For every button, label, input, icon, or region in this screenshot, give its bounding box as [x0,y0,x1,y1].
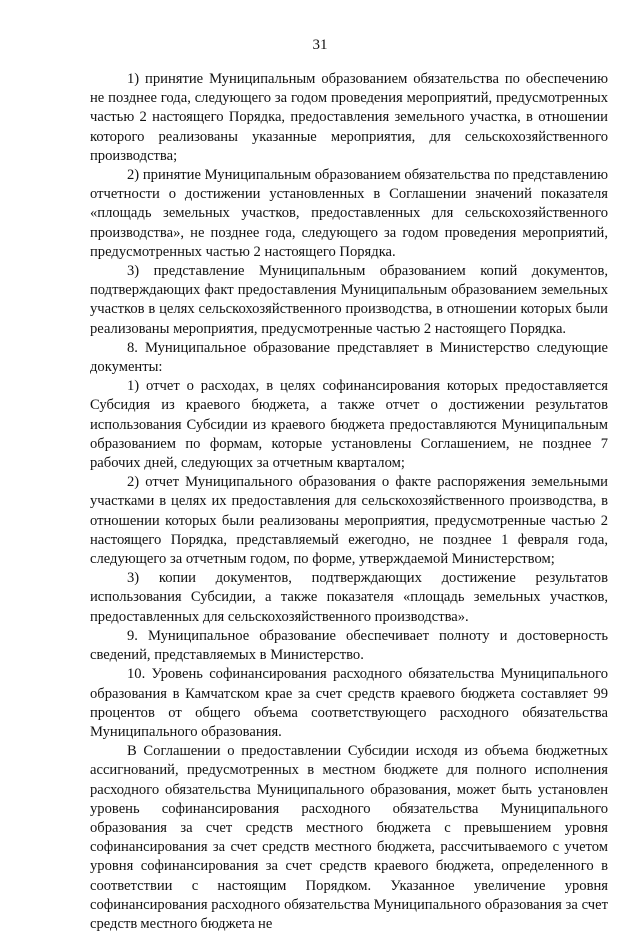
paragraph-document-copies: 3) представление Муниципальным образованием копий документов, подтверждающих факт предоставления Муниципальным образованием земельных участков в целях сельскохозяйственного производства, в отношении которых были реализованы мероприятия, предусмотренные частью 2 настоящего Порядка. [90,263,608,337]
paragraph-item-8: 8. Муниципальное образование представляет в Министерство следующие документы: [90,339,608,376]
paragraph-expense-report: 1) отчет о расходах, в целях софинансирования которых предоставляется Субсидия из краевого бюджета, а также отчет о достижении результатов использования Субсидии из краевого бюджета предоставляются Муниципальным образованием по формам, которые установлены Соглашением, не позднее 7 рабочих дней, следующих за отчетным кварталом; [90,378,608,472]
paragraph-cofinancing-agreement: В Соглашении о предоставлении Субсидии исходя из объема бюджетных ассигнований, предусмотренных в местном бюджете для полного исполнения расходного обязательства Муниципального образования, может быть установлен уровень софинансирования расходного обязательства Муниципального образования за счет средств местного бюджета с превышением уровня софинансирования за счет средств местного бюджета, рассчитываемого с учетом уровня софинансирования за счет средств краевого бюджета, определенного в соответствии с настоящим Порядком. Указанное увеличение уровня софинансирования расходного обязательства Муниципального образования за счет средств местного бюджета не [90,743,608,932]
paragraph-obligation-reporting: 2) принятие Муниципальным образованием обязательства по представлению отчетности о достижении установленных в Соглашении значений показателя «площадь земельных участков, предоставленных для сельскохозяйственного производства», не позднее года, следующего за годом проведения мероприятий, предусмотренных частью 2 настоящего Порядка. [90,167,608,260]
document-body [90,70,608,934]
paragraph-result-documents: 3) копии документов, подтверждающих достижение результатов использования Субсидии, а также показателя «площадь земельных участков, предоставленных для сельскохозяйственного производства». [90,570,608,625]
paragraph-obligation-land: 1) принятие Муниципальным образованием обязательства по обеспечению не позднее года, следующего за годом проведения мероприятий, предусмотренных частью 2 настоящего Порядка, предоставления земельного участка, в отношении которого реализованы указанные мероприятия, для сельскохозяйственного производства; [90,71,608,164]
paragraph-item-10: 10. Уровень софинансирования расходного обязательства Муниципального образования в Камчатском крае за счет средств краевого бюджета составляет 99 процентов от общего объема соответствующего расходного обязательства Муниципального образования. [90,666,608,740]
page-number: 31 [312,37,328,53]
paragraph-land-disposal-report: 2) отчет Муниципального образования о факте распоряжения земельными участками в целях их предоставления для сельскохозяйственного производства, в отношении которых были реализованы мероприятия, предусмотренные частью 2 настоящего Порядка, представляемый ежегодно, не позднее 1 февраля года, следующего за отчетным годом, по форме, утверждаемой Министерством; [90,474,608,568]
paragraph-item-9: 9. Муниципальное образование обеспечивает полноту и достоверность сведений, представляемых в Министерство. [90,627,608,664]
